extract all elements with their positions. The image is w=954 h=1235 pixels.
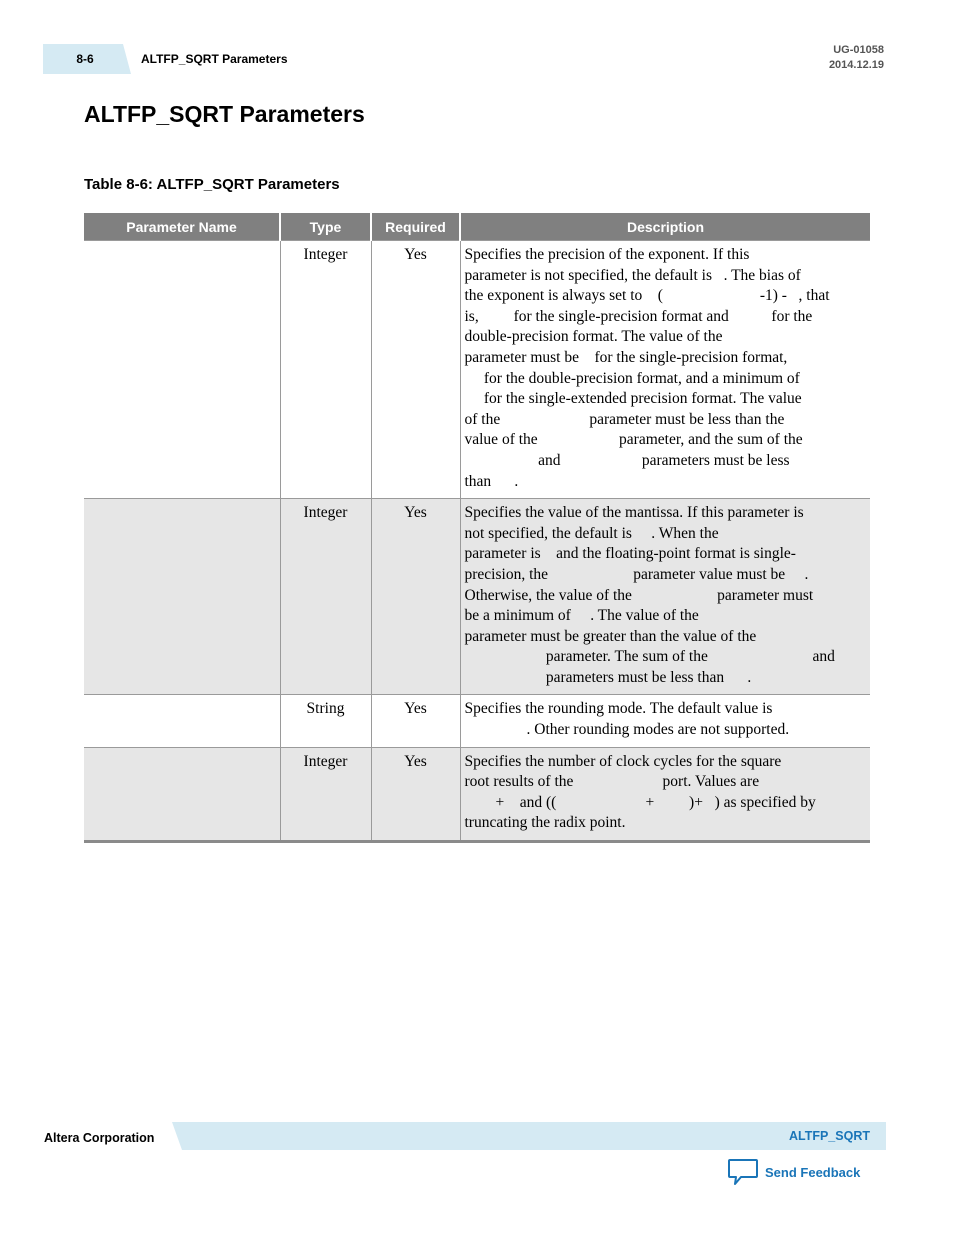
description-line: than .	[464, 472, 519, 490]
parameter-name-cell	[84, 241, 280, 499]
doc-id: UG-01058	[833, 44, 884, 56]
table-header-row	[84, 213, 870, 241]
required-cell: Yes	[371, 747, 460, 841]
required-cell: Yes	[371, 499, 460, 695]
type-cell: Integer	[280, 747, 371, 841]
doc-date: 2014.12.19	[828, 59, 884, 71]
table-row	[84, 747, 870, 841]
parameter-name-cell	[84, 747, 280, 841]
required-cell: Yes	[371, 241, 460, 499]
page-title: ALTFP_SQRT Parameters	[84, 101, 365, 127]
column-header: Description	[460, 213, 870, 241]
page-number: 8-6	[76, 52, 94, 66]
description-line: root results of the port. Values are	[464, 773, 760, 791]
description-line: parameters must be less than .	[464, 668, 752, 686]
description-line: parameter. The sum of the and	[464, 648, 835, 666]
description-cell	[460, 695, 870, 747]
description-cell	[460, 499, 870, 695]
description-line: Specifies the precision of the exponent. If this	[464, 246, 750, 263]
table-row	[84, 695, 870, 747]
description-line: double-precision format. The value of the	[464, 328, 723, 346]
parameter-name-cell	[84, 695, 280, 747]
parameter-name-cell	[84, 499, 280, 695]
description-line: for the single-extended precision format. The value	[464, 390, 802, 408]
running-title: ALTFP_SQRT Parameters	[141, 52, 288, 66]
description-line: the exponent is always set to ( -1) - , that	[464, 287, 830, 305]
description-line: not specified, the default is . When the	[464, 524, 719, 542]
description-line: parameter is not specified, the default is . The bias of	[464, 266, 801, 284]
description-line: value of the parameter, and the sum of the	[464, 431, 803, 449]
speech-bubble-icon	[727, 1158, 759, 1186]
description-line: Specifies the value of the mantissa. If this parameter is	[464, 504, 804, 522]
description-line: Specifies the number of clock cycles for the square	[464, 752, 782, 770]
send-feedback-link[interactable]	[727, 1158, 860, 1186]
description-line: + and (( + )+ ) as specified by	[464, 793, 816, 811]
chapter-link[interactable]: ALTFP_SQRT	[788, 1129, 870, 1143]
table-caption: Table 8-6: ALTFP_SQRT Parameters	[84, 176, 340, 193]
description-line: for the double-precision format, and a minimum of	[464, 369, 800, 387]
send-feedback-label: Send Feedback	[765, 1164, 861, 1180]
description-line: truncating the radix point.	[464, 814, 626, 832]
column-header: Parameter Name	[84, 213, 280, 241]
description-cell	[460, 747, 870, 841]
type-cell: Integer	[280, 241, 371, 499]
type-cell: Integer	[280, 499, 371, 695]
description-line: parameter must be greater than the value of the	[464, 627, 757, 645]
description-line: precision, the parameter value must be .	[464, 565, 809, 583]
doc-info	[829, 43, 884, 73]
description-line: is, for the single-precision format and for the	[464, 307, 813, 325]
description-line: of the parameter must be less than the	[464, 410, 785, 428]
description-line: and parameters must be less	[464, 451, 790, 469]
table-row	[84, 499, 870, 695]
table-row	[84, 241, 870, 499]
description-line: parameter must be for the single-precision format,	[464, 348, 788, 366]
parameters-table	[84, 213, 870, 843]
description-line: be a minimum of . The value of the	[464, 607, 699, 625]
description-line: Otherwise, the value of the parameter must	[464, 586, 814, 604]
description-line: parameter is and the floating-point format is single-	[464, 545, 796, 563]
column-header: Required	[371, 213, 460, 241]
required-cell: Yes	[371, 695, 460, 747]
type-cell: String	[280, 695, 371, 747]
column-header: Type	[280, 213, 371, 241]
description-cell	[460, 241, 870, 499]
description-line: . Other rounding modes are not supported.	[464, 721, 790, 739]
footer-band	[172, 1122, 886, 1150]
description-line: Specifies the rounding mode. The default value is	[464, 700, 773, 718]
footer-company: Altera Corporation	[44, 1131, 155, 1145]
